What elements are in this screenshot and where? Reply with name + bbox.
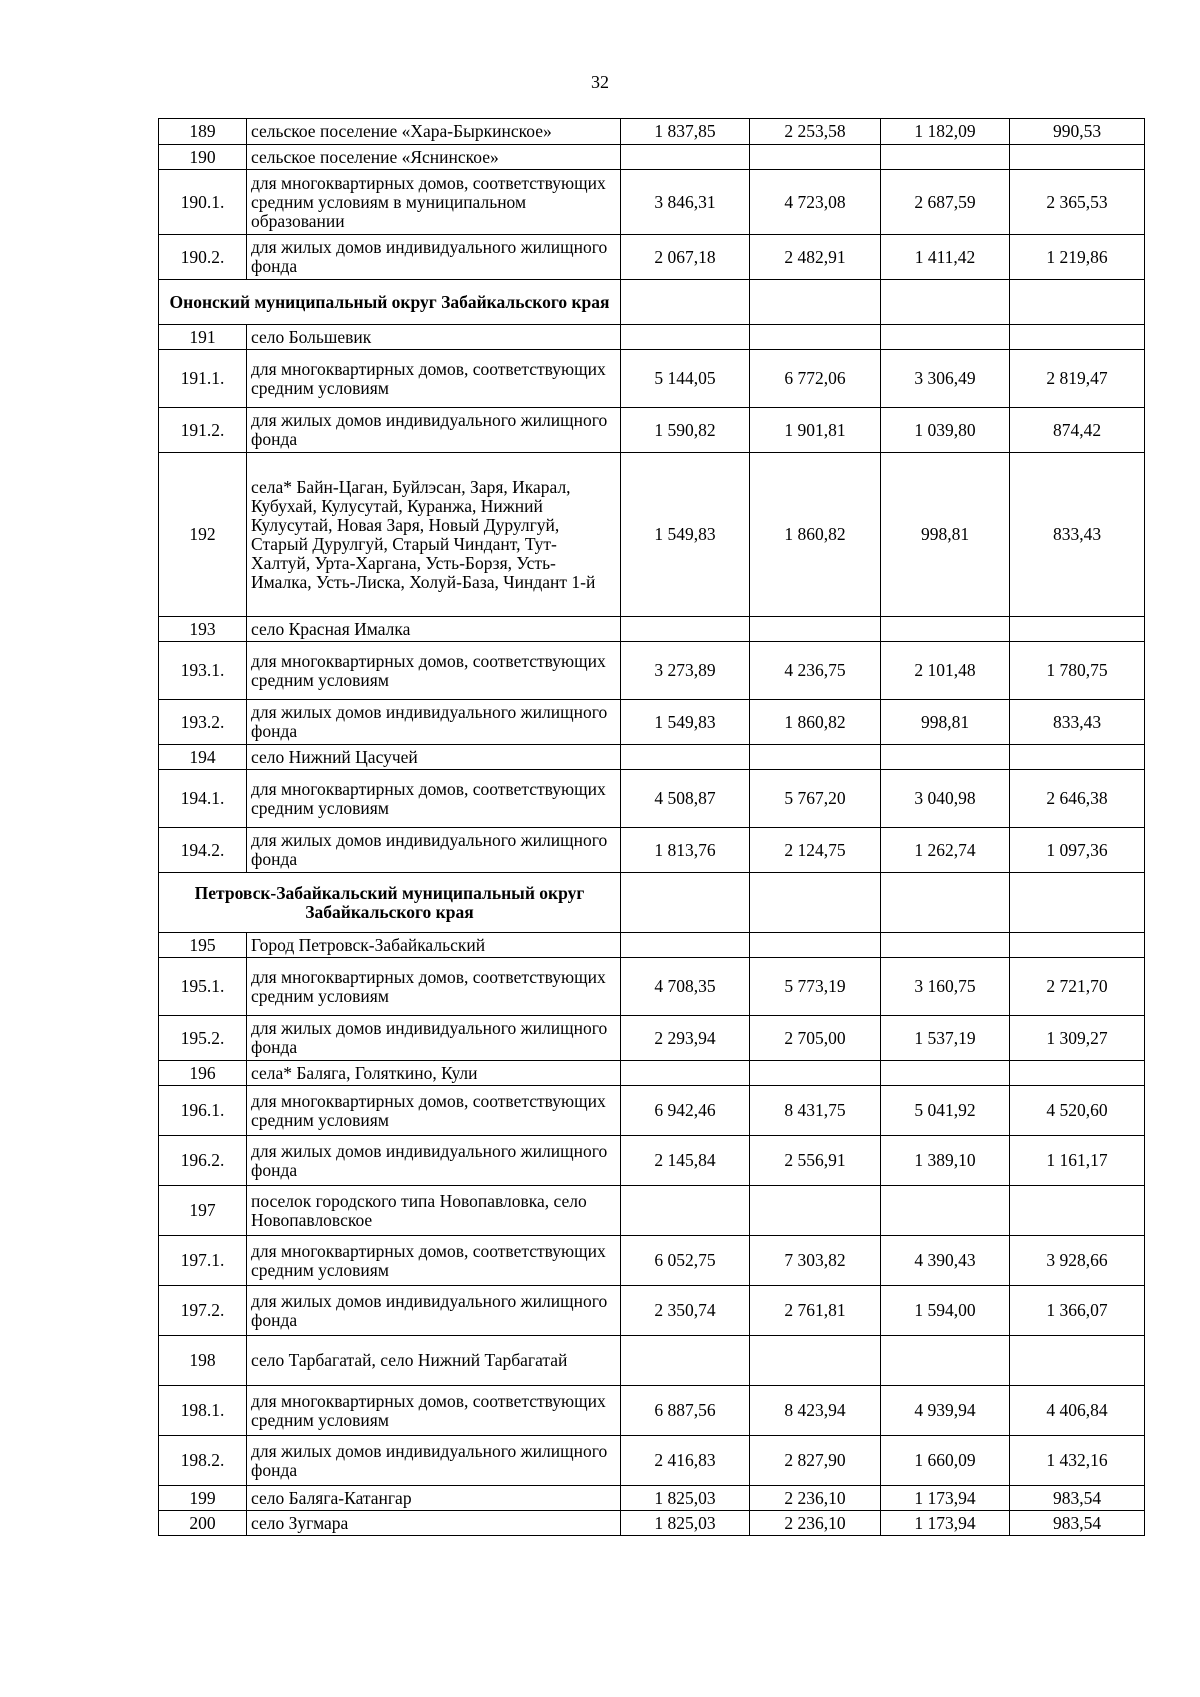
- table-row: [159, 828, 1145, 873]
- row-description: для жилых домов индивидуального жилищного фонда: [247, 700, 621, 745]
- table-row: [159, 1236, 1145, 1286]
- value-cell: 4 520,60: [1010, 1086, 1145, 1136]
- row-number: 198.2.: [159, 1436, 247, 1486]
- value-cell: [1010, 933, 1145, 958]
- value-cell: [750, 617, 881, 642]
- table-row: [159, 235, 1145, 280]
- table-row: [159, 1511, 1145, 1536]
- value-cell: 4 390,43: [881, 1236, 1010, 1286]
- value-cell: 1 173,94: [881, 1486, 1010, 1511]
- table-row: [159, 119, 1145, 145]
- row-description: сельское поселение «Хара-Быркинское»: [247, 119, 621, 145]
- row-number: 197.2.: [159, 1286, 247, 1336]
- section-header-row: [159, 873, 1145, 933]
- value-cell: 2 705,00: [750, 1016, 881, 1061]
- value-cell: 5 041,92: [881, 1086, 1010, 1136]
- row-number: 194.1.: [159, 770, 247, 828]
- table-row: [159, 408, 1145, 453]
- value-cell: 1 860,82: [750, 453, 881, 617]
- row-description: село Тарбагатай, село Нижний Тарбагатай: [247, 1336, 621, 1386]
- value-cell: [1010, 617, 1145, 642]
- value-cell: 2 253,58: [750, 119, 881, 145]
- table-row: [159, 700, 1145, 745]
- value-cell: 2 827,90: [750, 1436, 881, 1486]
- value-cell: 4 708,35: [621, 958, 750, 1016]
- value-cell: 2 482,91: [750, 235, 881, 280]
- row-number: 196: [159, 1061, 247, 1086]
- value-cell: 2 646,38: [1010, 770, 1145, 828]
- row-description: село Нижний Цасучей: [247, 745, 621, 770]
- row-number: 191: [159, 325, 247, 350]
- value-cell: 4 508,87: [621, 770, 750, 828]
- table-row: [159, 958, 1145, 1016]
- row-number: 189: [159, 119, 247, 145]
- table-row: [159, 745, 1145, 770]
- value-cell: 1 039,80: [881, 408, 1010, 453]
- table-row: [159, 1016, 1145, 1061]
- table-row: [159, 1436, 1145, 1486]
- value-cell: 1 097,36: [1010, 828, 1145, 873]
- value-cell: 1 825,03: [621, 1486, 750, 1511]
- value-cell: 3 306,49: [881, 350, 1010, 408]
- value-cell: [621, 1061, 750, 1086]
- value-cell: 1 813,76: [621, 828, 750, 873]
- value-cell: 2 721,70: [1010, 958, 1145, 1016]
- value-cell: 833,43: [1010, 453, 1145, 617]
- value-cell: 2 236,10: [750, 1511, 881, 1536]
- value-cell: 3 040,98: [881, 770, 1010, 828]
- table-row: [159, 933, 1145, 958]
- value-cell: 6 887,56: [621, 1386, 750, 1436]
- value-cell: [881, 145, 1010, 170]
- value-cell: 4 406,84: [1010, 1386, 1145, 1436]
- table-row: [159, 1186, 1145, 1236]
- row-number: 193.1.: [159, 642, 247, 700]
- value-cell: 5 773,19: [750, 958, 881, 1016]
- value-cell: [621, 325, 750, 350]
- table-row: [159, 145, 1145, 170]
- row-number: 195.2.: [159, 1016, 247, 1061]
- value-cell: 1 590,82: [621, 408, 750, 453]
- value-cell: [1010, 1336, 1145, 1386]
- empty-cell: [1010, 873, 1145, 933]
- value-cell: 998,81: [881, 453, 1010, 617]
- table-row: [159, 1286, 1145, 1336]
- row-description: Город Петровск-Забайкальский: [247, 933, 621, 958]
- value-cell: 1 549,83: [621, 453, 750, 617]
- value-cell: 2 819,47: [1010, 350, 1145, 408]
- value-cell: [621, 745, 750, 770]
- value-cell: 4 723,08: [750, 170, 881, 235]
- value-cell: 3 160,75: [881, 958, 1010, 1016]
- value-cell: 833,43: [1010, 700, 1145, 745]
- value-cell: 8 431,75: [750, 1086, 881, 1136]
- value-cell: 4 939,94: [881, 1386, 1010, 1436]
- value-cell: 1 901,81: [750, 408, 881, 453]
- tariff-table: [158, 118, 1145, 1536]
- value-cell: 1 262,74: [881, 828, 1010, 873]
- section-title: Петровск-Забайкальский муниципальный округ Забайкальского края: [159, 873, 621, 933]
- section-header-row: [159, 280, 1145, 325]
- value-cell: 983,54: [1010, 1486, 1145, 1511]
- value-cell: 2 236,10: [750, 1486, 881, 1511]
- table-row: [159, 1136, 1145, 1186]
- table-row: [159, 1386, 1145, 1436]
- row-number: 196.2.: [159, 1136, 247, 1186]
- value-cell: 4 236,75: [750, 642, 881, 700]
- value-cell: [1010, 145, 1145, 170]
- value-cell: [621, 145, 750, 170]
- value-cell: [1010, 325, 1145, 350]
- row-description: село Красная Ималка: [247, 617, 621, 642]
- table-row: [159, 1336, 1145, 1386]
- row-number: 198.1.: [159, 1386, 247, 1436]
- value-cell: 6 942,46: [621, 1086, 750, 1136]
- value-cell: 8 423,94: [750, 1386, 881, 1436]
- row-description: для жилых домов индивидуального жилищного фонда: [247, 1016, 621, 1061]
- value-cell: 2 124,75: [750, 828, 881, 873]
- table-row: [159, 453, 1145, 617]
- value-cell: 1 366,07: [1010, 1286, 1145, 1336]
- value-cell: [881, 325, 1010, 350]
- value-cell: 1 309,27: [1010, 1016, 1145, 1061]
- row-number: 196.1.: [159, 1086, 247, 1136]
- row-number: 193.2.: [159, 700, 247, 745]
- value-cell: 3 273,89: [621, 642, 750, 700]
- value-cell: [1010, 1186, 1145, 1236]
- row-description: для многоквартирных домов, соответствующих средним условиям: [247, 1086, 621, 1136]
- value-cell: [750, 1336, 881, 1386]
- value-cell: 2 067,18: [621, 235, 750, 280]
- value-cell: [1010, 1061, 1145, 1086]
- row-description: сельское поселение «Яснинское»: [247, 145, 621, 170]
- table-row: [159, 617, 1145, 642]
- row-description: поселок городского типа Новопавловка, село Новопавловское: [247, 1186, 621, 1236]
- value-cell: [621, 617, 750, 642]
- value-cell: [621, 1186, 750, 1236]
- row-number: 200: [159, 1511, 247, 1536]
- value-cell: [750, 745, 881, 770]
- value-cell: 7 303,82: [750, 1236, 881, 1286]
- row-description: село Баляга-Катангар: [247, 1486, 621, 1511]
- row-description: для многоквартирных домов, соответствующих средним условиям: [247, 1386, 621, 1436]
- row-description: село Большевик: [247, 325, 621, 350]
- row-number: 190: [159, 145, 247, 170]
- value-cell: 1 161,17: [1010, 1136, 1145, 1186]
- row-description: для многоквартирных домов, соответствующих средним условиям в муниципальном образовании: [247, 170, 621, 235]
- value-cell: 983,54: [1010, 1511, 1145, 1536]
- value-cell: 990,53: [1010, 119, 1145, 145]
- value-cell: [881, 617, 1010, 642]
- row-description: для многоквартирных домов, соответствующих средним условиям: [247, 770, 621, 828]
- value-cell: 2 556,91: [750, 1136, 881, 1186]
- value-cell: 874,42: [1010, 408, 1145, 453]
- value-cell: [750, 145, 881, 170]
- value-cell: [881, 1186, 1010, 1236]
- row-number: 190.2.: [159, 235, 247, 280]
- row-number: 190.1.: [159, 170, 247, 235]
- value-cell: 5 767,20: [750, 770, 881, 828]
- value-cell: 6 772,06: [750, 350, 881, 408]
- empty-cell: [881, 873, 1010, 933]
- row-description: для многоквартирных домов, соответствующих средним условиям: [247, 350, 621, 408]
- row-number: 194.2.: [159, 828, 247, 873]
- value-cell: 1 537,19: [881, 1016, 1010, 1061]
- value-cell: 3 846,31: [621, 170, 750, 235]
- value-cell: [881, 1336, 1010, 1386]
- value-cell: 2 145,84: [621, 1136, 750, 1186]
- value-cell: [621, 1336, 750, 1386]
- row-number: 193: [159, 617, 247, 642]
- value-cell: 2 350,74: [621, 1286, 750, 1336]
- value-cell: 2 365,53: [1010, 170, 1145, 235]
- empty-cell: [621, 280, 750, 325]
- value-cell: 1 389,10: [881, 1136, 1010, 1186]
- row-number: 198: [159, 1336, 247, 1386]
- value-cell: 2 293,94: [621, 1016, 750, 1061]
- row-number: 195.1.: [159, 958, 247, 1016]
- row-description: для многоквартирных домов, соответствующих средним условиям: [247, 958, 621, 1016]
- value-cell: [1010, 745, 1145, 770]
- value-cell: 2 101,48: [881, 642, 1010, 700]
- value-cell: [881, 933, 1010, 958]
- value-cell: [621, 933, 750, 958]
- value-cell: [750, 1186, 881, 1236]
- table-row: [159, 1061, 1145, 1086]
- row-description: для жилых домов индивидуального жилищного фонда: [247, 408, 621, 453]
- row-description: села* Баляга, Голяткино, Кули: [247, 1061, 621, 1086]
- value-cell: 1 660,09: [881, 1436, 1010, 1486]
- value-cell: [750, 325, 881, 350]
- empty-cell: [881, 280, 1010, 325]
- row-description: села* Байн-Цаган, Буйлэсан, Заря, Икарал, Кубухай, Кулусутай, Куранжа, Нижний Кулусутай, Новая Заря, Новый Дурулгуй, Старый Дурулгуй, Старый Чиндант, Тут-Халтуй, Урта-Харгана, Усть-Борзя, Усть-Ималка, Усть-Лиска, Холуй-База, Чиндант 1-й: [247, 453, 621, 617]
- row-number: 192: [159, 453, 247, 617]
- table-row: [159, 770, 1145, 828]
- row-description: для жилых домов индивидуального жилищного фонда: [247, 1436, 621, 1486]
- value-cell: [750, 1061, 881, 1086]
- empty-cell: [750, 280, 881, 325]
- value-cell: 1 411,42: [881, 235, 1010, 280]
- value-cell: 1 594,00: [881, 1286, 1010, 1336]
- value-cell: 1 173,94: [881, 1511, 1010, 1536]
- row-description: село Зугмара: [247, 1511, 621, 1536]
- row-description: для многоквартирных домов, соответствующих средним условиям: [247, 1236, 621, 1286]
- row-description: для жилых домов индивидуального жилищного фонда: [247, 235, 621, 280]
- table-body: [159, 119, 1145, 1536]
- value-cell: 1 549,83: [621, 700, 750, 745]
- table-row: [159, 642, 1145, 700]
- value-cell: [881, 745, 1010, 770]
- value-cell: [750, 933, 881, 958]
- table-row: [159, 170, 1145, 235]
- row-description: для жилых домов индивидуального жилищного фонда: [247, 828, 621, 873]
- row-number: 191.1.: [159, 350, 247, 408]
- value-cell: 1 860,82: [750, 700, 881, 745]
- section-title: Ононский муниципальный округ Забайкальского края: [159, 280, 621, 325]
- row-description: для многоквартирных домов, соответствующих средним условиям: [247, 642, 621, 700]
- row-number: 199: [159, 1486, 247, 1511]
- value-cell: 998,81: [881, 700, 1010, 745]
- value-cell: 1 432,16: [1010, 1436, 1145, 1486]
- table-row: [159, 1086, 1145, 1136]
- value-cell: 2 761,81: [750, 1286, 881, 1336]
- value-cell: 5 144,05: [621, 350, 750, 408]
- value-cell: 6 052,75: [621, 1236, 750, 1286]
- empty-cell: [750, 873, 881, 933]
- row-description: для жилых домов индивидуального жилищного фонда: [247, 1286, 621, 1336]
- value-cell: 1 182,09: [881, 119, 1010, 145]
- value-cell: 1 780,75: [1010, 642, 1145, 700]
- table-row: [159, 1486, 1145, 1511]
- row-number: 195: [159, 933, 247, 958]
- empty-cell: [1010, 280, 1145, 325]
- value-cell: 1 837,85: [621, 119, 750, 145]
- table-row: [159, 325, 1145, 350]
- value-cell: [881, 1061, 1010, 1086]
- empty-cell: [621, 873, 750, 933]
- value-cell: 1 825,03: [621, 1511, 750, 1536]
- row-description: для жилых домов индивидуального жилищного фонда: [247, 1136, 621, 1186]
- row-number: 197.1.: [159, 1236, 247, 1286]
- value-cell: 2 687,59: [881, 170, 1010, 235]
- row-number: 194: [159, 745, 247, 770]
- row-number: 197: [159, 1186, 247, 1236]
- value-cell: 1 219,86: [1010, 235, 1145, 280]
- value-cell: 3 928,66: [1010, 1236, 1145, 1286]
- row-number: 191.2.: [159, 408, 247, 453]
- page-number: 32: [591, 72, 609, 92]
- table-row: [159, 350, 1145, 408]
- value-cell: 2 416,83: [621, 1436, 750, 1486]
